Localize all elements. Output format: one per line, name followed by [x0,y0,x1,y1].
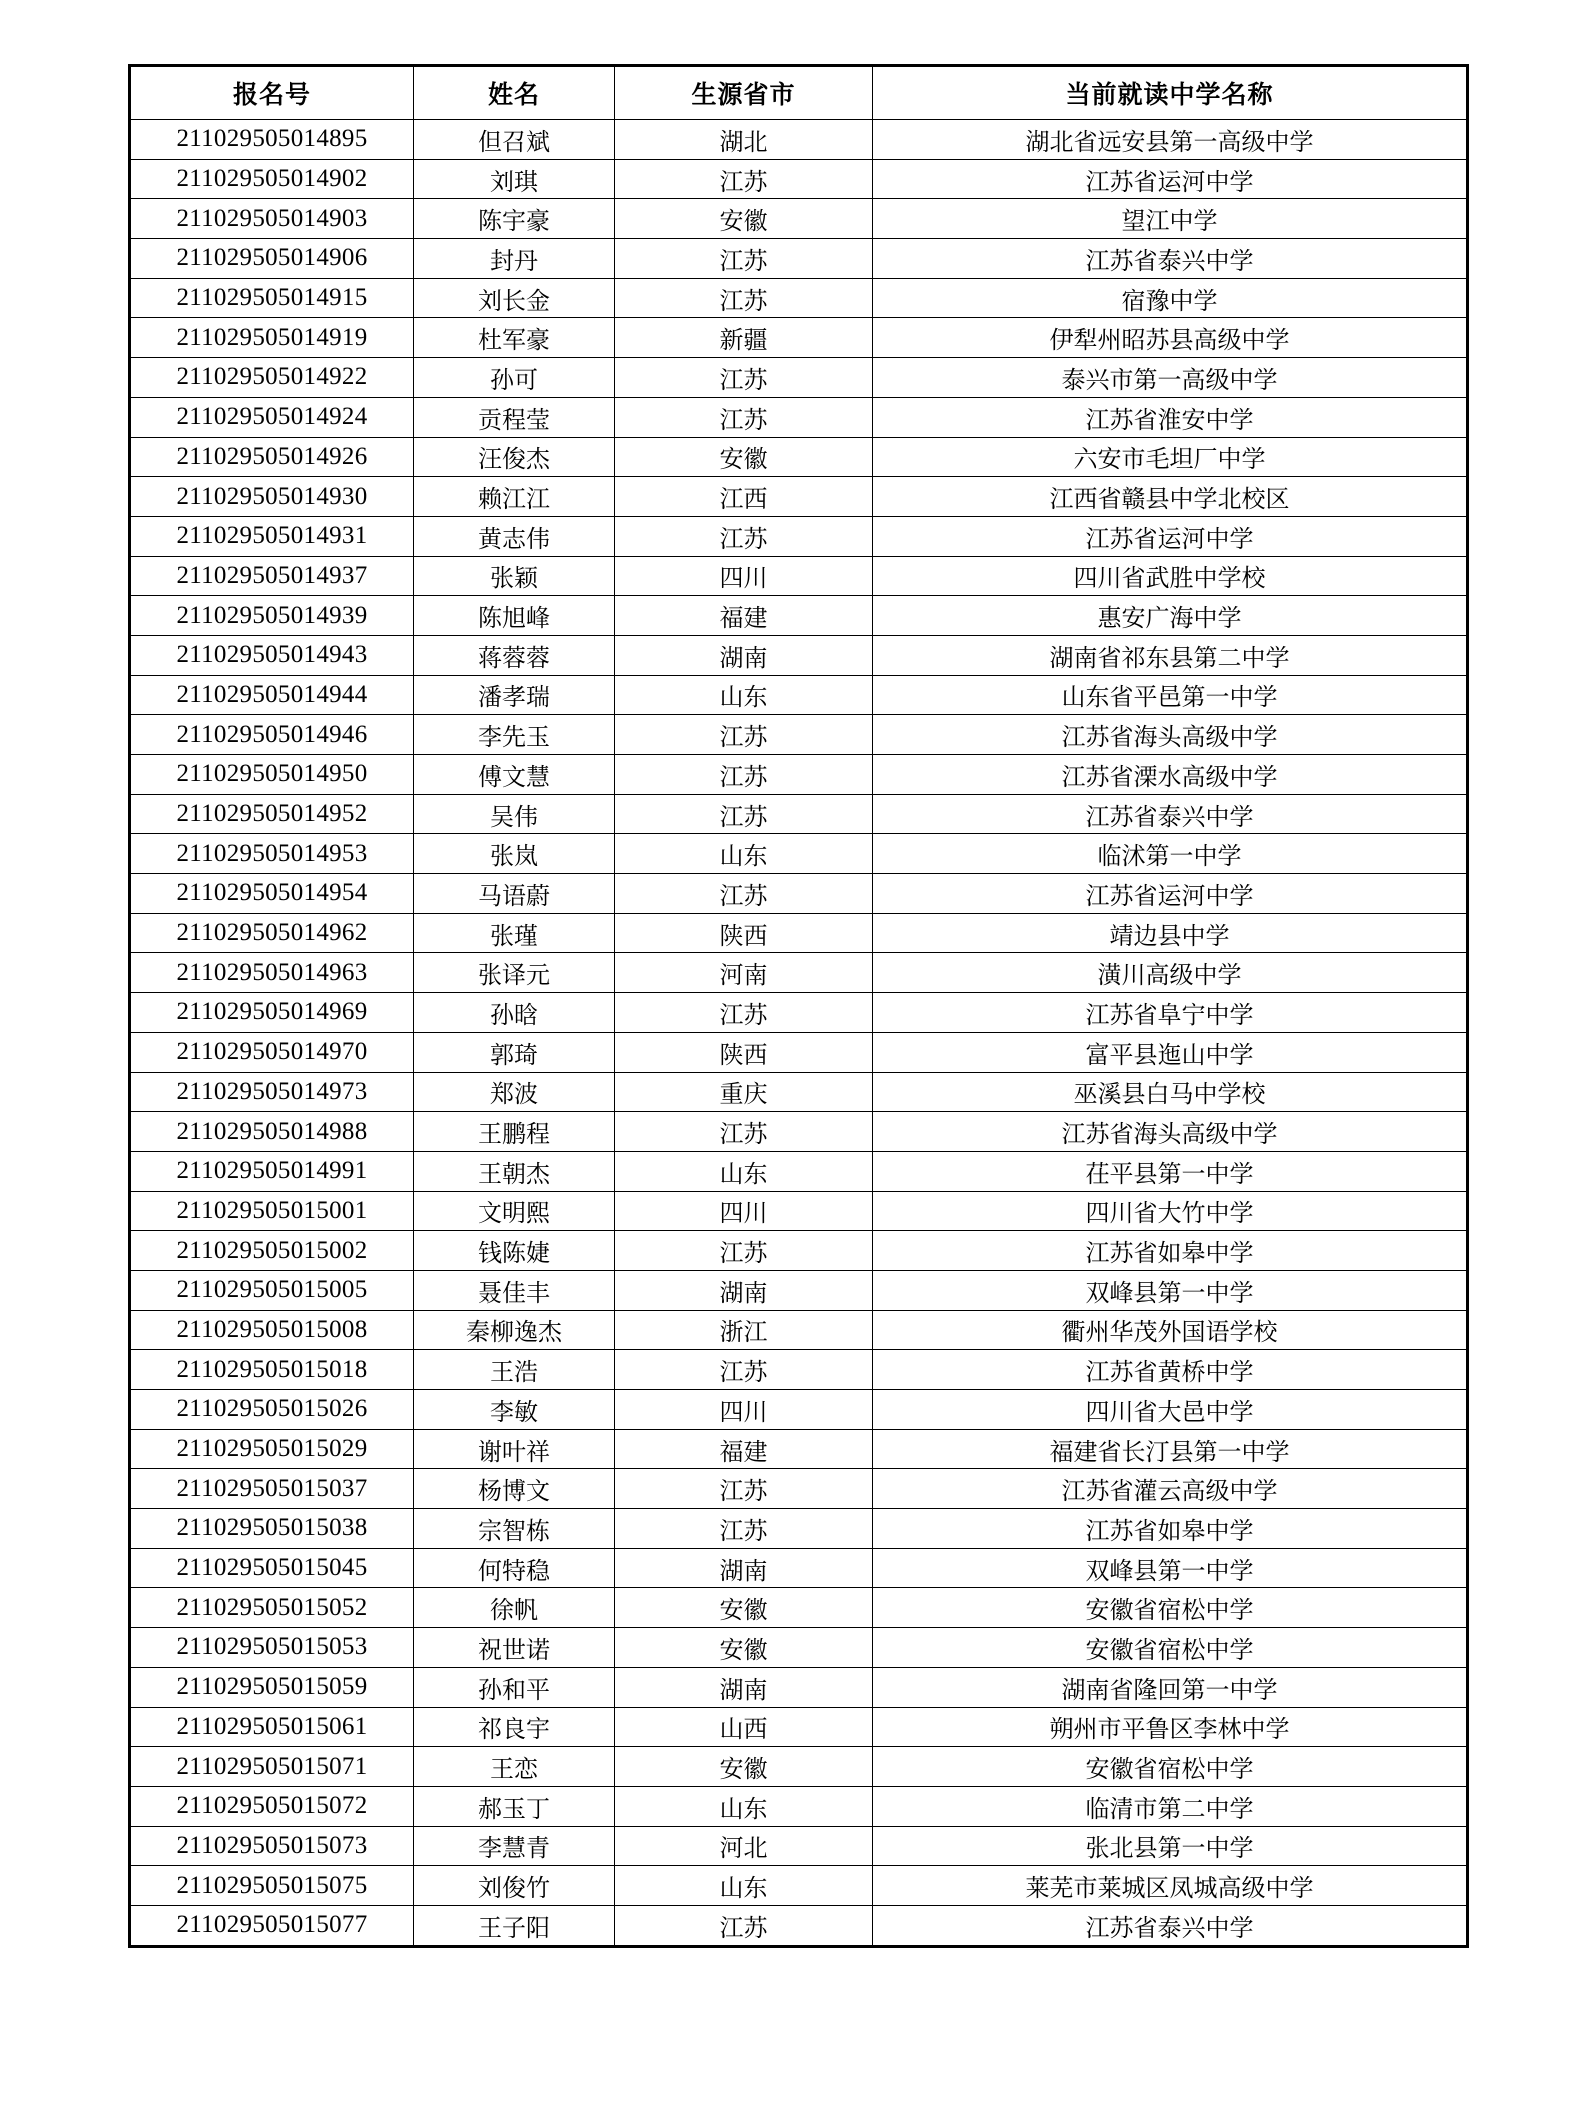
name-cell: 徐帆 [414,1588,615,1628]
province-cell: 江西 [615,477,873,517]
school-cell: 江苏省海头高级中学 [873,1112,1468,1152]
registration-number-cell: 211029505014915 [130,278,414,318]
province-cell: 湖南 [615,1270,873,1310]
registration-number-cell: 211029505014953 [130,834,414,874]
province-cell: 江苏 [615,1509,873,1549]
school-cell: 泰兴市第一高级中学 [873,358,1468,398]
school-cell: 福建省长汀县第一中学 [873,1429,1468,1469]
school-cell: 四川省大邑中学 [873,1390,1468,1430]
registration-number-cell: 211029505014946 [130,715,414,755]
province-cell: 四川 [615,1191,873,1231]
province-cell: 重庆 [615,1072,873,1112]
table-row [130,1469,1468,1509]
province-cell: 福建 [615,1429,873,1469]
name-cell: 李先玉 [414,715,615,755]
province-cell: 江苏 [615,993,873,1033]
school-cell: 巫溪县白马中学校 [873,1072,1468,1112]
registration-number-cell: 211029505015059 [130,1667,414,1707]
name-cell: 王恋 [414,1747,615,1787]
province-cell: 江苏 [615,1350,873,1390]
school-cell: 衢州华茂外国语学校 [873,1310,1468,1350]
registration-number-cell: 211029505015026 [130,1390,414,1430]
province-cell: 江苏 [615,397,873,437]
school-cell: 莱芜市莱城区凤城高级中学 [873,1866,1468,1906]
province-cell: 山东 [615,834,873,874]
registration-number-cell: 211029505014970 [130,1032,414,1072]
school-cell: 四川省大竹中学 [873,1191,1468,1231]
table-header [130,66,1468,120]
school-cell: 江苏省泰兴中学 [873,794,1468,834]
name-cell: 宗智栋 [414,1509,615,1549]
school-cell: 湖南省隆回第一中学 [873,1667,1468,1707]
name-cell: 刘长金 [414,278,615,318]
school-cell: 江苏省运河中学 [873,874,1468,914]
name-cell: 王鹏程 [414,1112,615,1152]
table-row [130,318,1468,358]
name-cell: 但召斌 [414,120,615,160]
registration-number-cell: 211029505014952 [130,794,414,834]
registration-number-cell: 211029505014954 [130,874,414,914]
table-row [130,358,1468,398]
school-cell: 张北县第一中学 [873,1826,1468,1866]
school-cell: 江苏省泰兴中学 [873,1905,1468,1946]
province-cell: 江苏 [615,874,873,914]
table-row [130,675,1468,715]
table-row [130,1072,1468,1112]
school-cell: 望江中学 [873,199,1468,239]
registration-number-cell: 211029505014930 [130,477,414,517]
school-cell: 临沭第一中学 [873,834,1468,874]
table-row [130,834,1468,874]
school-cell: 江苏省黄桥中学 [873,1350,1468,1390]
registration-number-cell: 211029505015001 [130,1191,414,1231]
name-cell: 谢叶祥 [414,1429,615,1469]
name-cell: 杜军豪 [414,318,615,358]
school-cell: 江苏省溧水高级中学 [873,755,1468,795]
table-row [130,1786,1468,1826]
table-row [130,1112,1468,1152]
table-row [130,993,1468,1033]
registration-number-cell: 211029505015002 [130,1231,414,1271]
table-row [130,477,1468,517]
table-row [130,1826,1468,1866]
name-cell: 黄志伟 [414,516,615,556]
name-cell: 汪俊杰 [414,437,615,477]
school-cell: 临清市第二中学 [873,1786,1468,1826]
name-cell: 马语蔚 [414,874,615,914]
table-row [130,1270,1468,1310]
name-cell: 张译元 [414,953,615,993]
header-province: 生源省市 [615,66,873,120]
registration-number-cell: 211029505014963 [130,953,414,993]
name-cell: 郑波 [414,1072,615,1112]
registration-number-cell: 211029505014988 [130,1112,414,1152]
province-cell: 湖北 [615,120,873,160]
table-row [130,1628,1468,1668]
header-name: 姓名 [414,66,615,120]
roster-sheet [128,64,1466,1948]
table-row [130,1151,1468,1191]
school-cell: 江苏省如皋中学 [873,1509,1468,1549]
registration-number-cell: 211029505015018 [130,1350,414,1390]
registration-number-cell: 211029505014943 [130,635,414,675]
school-cell: 四川省武胜中学校 [873,556,1468,596]
province-cell: 山西 [615,1707,873,1747]
table-row [130,556,1468,596]
header-school: 当前就读中学名称 [873,66,1468,120]
province-cell: 江苏 [615,755,873,795]
school-cell: 双峰县第一中学 [873,1270,1468,1310]
table-row [130,635,1468,675]
table-row [130,120,1468,160]
province-cell: 江苏 [615,358,873,398]
registration-number-cell: 211029505015029 [130,1429,414,1469]
province-cell: 安徽 [615,1588,873,1628]
school-cell: 富平县迤山中学 [873,1032,1468,1072]
table-row [130,1707,1468,1747]
school-cell: 湖北省远安县第一高级中学 [873,120,1468,160]
school-cell: 湖南省祁东县第二中学 [873,635,1468,675]
registration-number-cell: 211029505014919 [130,318,414,358]
province-cell: 江苏 [615,278,873,318]
registration-number-cell: 211029505015052 [130,1588,414,1628]
registration-number-cell: 211029505014906 [130,239,414,279]
table-row [130,1548,1468,1588]
province-cell: 山东 [615,1866,873,1906]
name-cell: 祁良宇 [414,1707,615,1747]
table-row [130,516,1468,556]
registration-number-cell: 211029505014969 [130,993,414,1033]
registration-number-cell: 211029505014931 [130,516,414,556]
registration-number-cell: 211029505014950 [130,755,414,795]
name-cell: 祝世诺 [414,1628,615,1668]
province-cell: 江苏 [615,159,873,199]
school-cell: 安徽省宿松中学 [873,1588,1468,1628]
name-cell: 李敏 [414,1390,615,1430]
registration-number-cell: 211029505014903 [130,199,414,239]
registration-number-cell: 211029505015053 [130,1628,414,1668]
registration-number-cell: 211029505014973 [130,1072,414,1112]
name-cell: 秦柳逸杰 [414,1310,615,1350]
table-row [130,1191,1468,1231]
table-row [130,1310,1468,1350]
school-cell: 江苏省海头高级中学 [873,715,1468,755]
name-cell: 潘孝瑞 [414,675,615,715]
table-row [130,1905,1468,1946]
name-cell: 郭琦 [414,1032,615,1072]
registration-number-cell: 211029505015075 [130,1866,414,1906]
province-cell: 山东 [615,1786,873,1826]
name-cell: 张颖 [414,556,615,596]
registration-number-cell: 211029505014926 [130,437,414,477]
table-row [130,1032,1468,1072]
table-row [130,1866,1468,1906]
school-cell: 朔州市平鲁区李林中学 [873,1707,1468,1747]
name-cell: 蒋蓉蓉 [414,635,615,675]
name-cell: 王子阳 [414,1905,615,1946]
school-cell: 山东省平邑第一中学 [873,675,1468,715]
name-cell: 吴伟 [414,794,615,834]
province-cell: 四川 [615,1390,873,1430]
school-cell: 惠安广海中学 [873,596,1468,636]
province-cell: 湖南 [615,1548,873,1588]
name-cell: 孙和平 [414,1667,615,1707]
school-cell: 江苏省运河中学 [873,516,1468,556]
table-row [130,874,1468,914]
table-row [130,1509,1468,1549]
province-cell: 安徽 [615,1747,873,1787]
school-cell: 双峰县第一中学 [873,1548,1468,1588]
name-cell: 王浩 [414,1350,615,1390]
table-row [130,437,1468,477]
school-cell: 伊犁州昭苏县高级中学 [873,318,1468,358]
school-cell: 江苏省泰兴中学 [873,239,1468,279]
table-row [130,159,1468,199]
province-cell: 四川 [615,556,873,596]
registration-number-cell: 211029505015008 [130,1310,414,1350]
school-cell: 江苏省淮安中学 [873,397,1468,437]
province-cell: 山东 [615,675,873,715]
name-cell: 李慧青 [414,1826,615,1866]
province-cell: 陕西 [615,1032,873,1072]
school-cell: 江苏省运河中学 [873,159,1468,199]
registration-number-cell: 211029505014924 [130,397,414,437]
table-row [130,1747,1468,1787]
province-cell: 江苏 [615,715,873,755]
admission-roster-table [128,64,1469,1948]
province-cell: 陕西 [615,913,873,953]
province-cell: 山东 [615,1151,873,1191]
name-cell: 刘琪 [414,159,615,199]
school-cell: 六安市毛坦厂中学 [873,437,1468,477]
province-cell: 江苏 [615,516,873,556]
province-cell: 河南 [615,953,873,993]
registration-number-cell: 211029505015073 [130,1826,414,1866]
name-cell: 文明熙 [414,1191,615,1231]
province-cell: 安徽 [615,1628,873,1668]
name-cell: 贡程莹 [414,397,615,437]
province-cell: 安徽 [615,199,873,239]
registration-number-cell: 211029505014922 [130,358,414,398]
registration-number-cell: 211029505014902 [130,159,414,199]
name-cell: 杨博文 [414,1469,615,1509]
school-cell: 茌平县第一中学 [873,1151,1468,1191]
province-cell: 安徽 [615,437,873,477]
registration-number-cell: 211029505015072 [130,1786,414,1826]
province-cell: 江苏 [615,239,873,279]
name-cell: 陈宇豪 [414,199,615,239]
table-row [130,278,1468,318]
name-cell: 赖江江 [414,477,615,517]
table-row [130,1429,1468,1469]
registration-number-cell: 211029505015061 [130,1707,414,1747]
school-cell: 江苏省阜宁中学 [873,993,1468,1033]
table-row [130,1588,1468,1628]
registration-number-cell: 211029505014991 [130,1151,414,1191]
table-row [130,794,1468,834]
header-row [130,66,1468,120]
header-registration-number: 报名号 [130,66,414,120]
school-cell: 安徽省宿松中学 [873,1747,1468,1787]
province-cell: 河北 [615,1826,873,1866]
province-cell: 湖南 [615,635,873,675]
table-row [130,239,1468,279]
school-cell: 宿豫中学 [873,278,1468,318]
registration-number-cell: 211029505015005 [130,1270,414,1310]
school-cell: 安徽省宿松中学 [873,1628,1468,1668]
name-cell: 刘俊竹 [414,1866,615,1906]
province-cell: 江苏 [615,1231,873,1271]
name-cell: 张瑾 [414,913,615,953]
name-cell: 张岚 [414,834,615,874]
school-cell: 潢川高级中学 [873,953,1468,993]
province-cell: 湖南 [615,1667,873,1707]
table-row [130,397,1468,437]
school-cell: 江苏省如皋中学 [873,1231,1468,1271]
table-row [130,755,1468,795]
province-cell: 浙江 [615,1310,873,1350]
name-cell: 孙可 [414,358,615,398]
province-cell: 江苏 [615,1469,873,1509]
registration-number-cell: 211029505014962 [130,913,414,953]
name-cell: 聂佳丰 [414,1270,615,1310]
name-cell: 钱陈婕 [414,1231,615,1271]
table-body [130,120,1468,1947]
school-cell: 江西省赣县中学北校区 [873,477,1468,517]
table-row [130,596,1468,636]
province-cell: 江苏 [615,1112,873,1152]
table-row [130,1350,1468,1390]
name-cell: 陈旭峰 [414,596,615,636]
registration-number-cell: 211029505015045 [130,1548,414,1588]
name-cell: 何特稳 [414,1548,615,1588]
registration-number-cell: 211029505015071 [130,1747,414,1787]
name-cell: 王朝杰 [414,1151,615,1191]
name-cell: 傅文慧 [414,755,615,795]
table-row [130,913,1468,953]
registration-number-cell: 211029505014939 [130,596,414,636]
registration-number-cell: 211029505014937 [130,556,414,596]
province-cell: 江苏 [615,794,873,834]
province-cell: 福建 [615,596,873,636]
table-row [130,953,1468,993]
registration-number-cell: 211029505015038 [130,1509,414,1549]
registration-number-cell: 211029505015037 [130,1469,414,1509]
registration-number-cell: 211029505014895 [130,120,414,160]
registration-number-cell: 211029505014944 [130,675,414,715]
province-cell: 新疆 [615,318,873,358]
registration-number-cell: 211029505015077 [130,1905,414,1946]
table-row [130,199,1468,239]
name-cell: 郝玉丁 [414,1786,615,1826]
school-cell: 江苏省灌云高级中学 [873,1469,1468,1509]
table-row [130,715,1468,755]
name-cell: 孙晗 [414,993,615,1033]
table-row [130,1231,1468,1271]
table-row [130,1390,1468,1430]
school-cell: 靖边县中学 [873,913,1468,953]
table-row [130,1667,1468,1707]
name-cell: 封丹 [414,239,615,279]
province-cell: 江苏 [615,1905,873,1946]
